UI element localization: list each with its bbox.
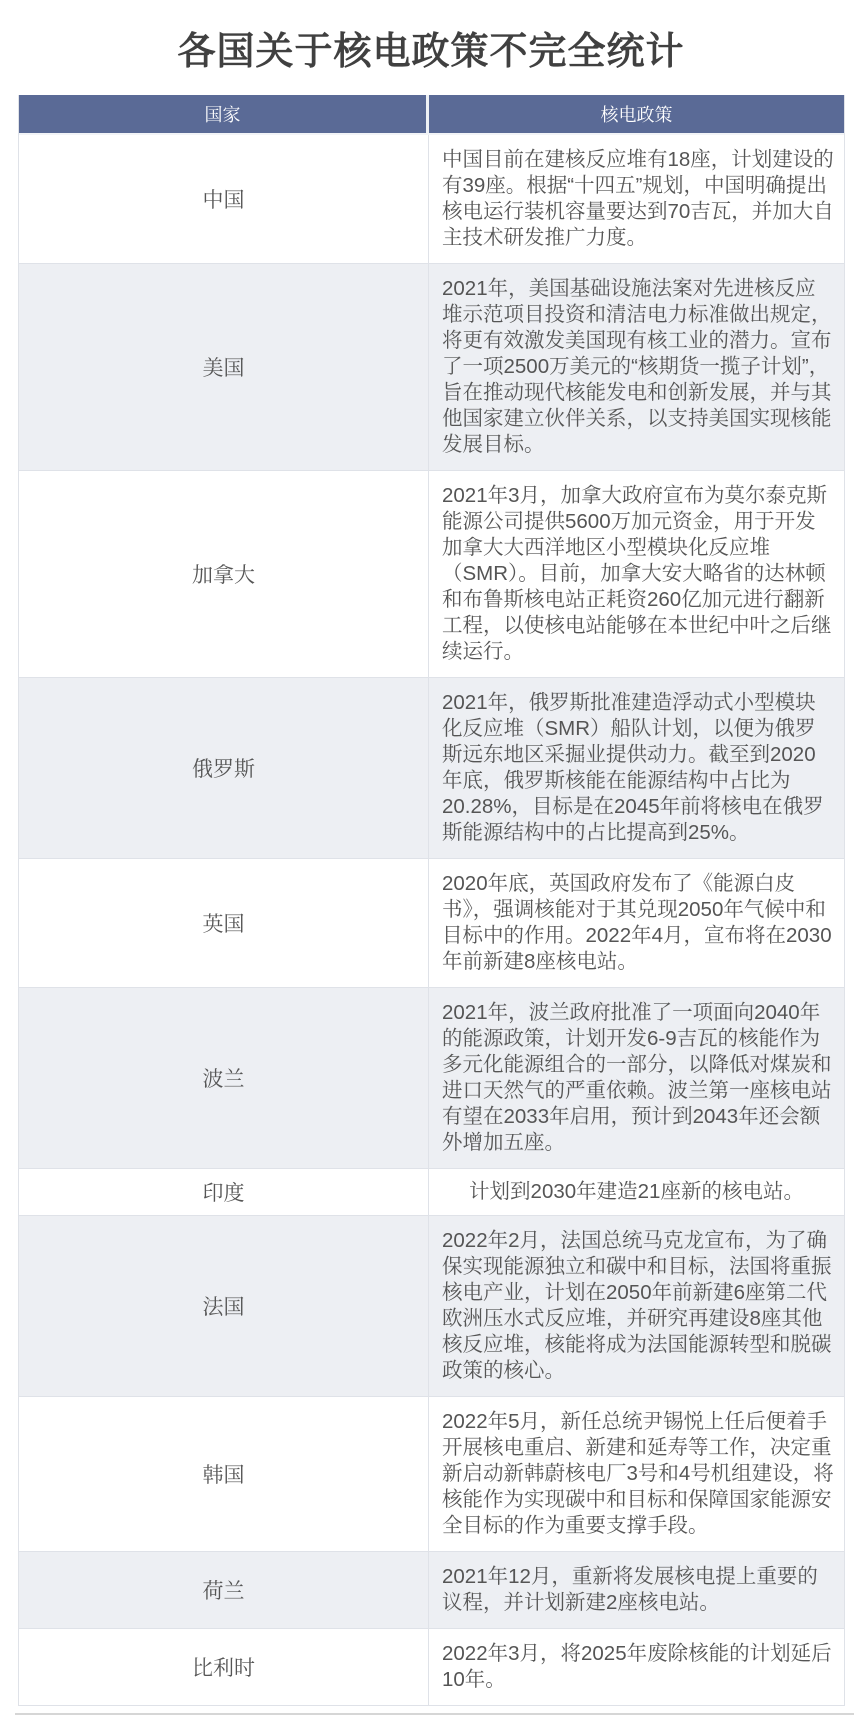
country-cell: 荷兰 bbox=[19, 1552, 429, 1628]
column-header-country: 国家 bbox=[19, 95, 429, 133]
bottom-divider bbox=[15, 1713, 854, 1715]
table-row bbox=[19, 1215, 844, 1396]
table-row bbox=[19, 263, 844, 470]
policy-cell: 2021年12月，重新将发展核电提上重要的议程，并计划新建2座核电站。 bbox=[442, 1565, 818, 1614]
table-row bbox=[19, 470, 844, 677]
country-cell: 英国 bbox=[19, 859, 429, 987]
country-cell: 比利时 bbox=[19, 1629, 429, 1705]
policy-cell: 中国目前在建核反应堆有18座，计划建设的有39座。根据“十四五”规划，中国明确提出核电运行装机容量要达到70吉瓦，并加大自主技术研发推广力度。 bbox=[442, 148, 834, 249]
policy-cell: 计划到2030年建造21座新的核电站。 bbox=[469, 1180, 804, 1203]
column-header-policy: 核电政策 bbox=[600, 105, 673, 125]
page-title: 各国关于核电政策不完全统计 bbox=[177, 31, 685, 73]
table-header-row bbox=[19, 95, 844, 133]
table-row bbox=[19, 987, 844, 1168]
country-cell: 中国 bbox=[19, 135, 429, 263]
table-row bbox=[19, 858, 844, 987]
table-row bbox=[19, 1396, 844, 1551]
table-row bbox=[19, 1551, 844, 1628]
table-row bbox=[19, 133, 844, 263]
nuclear-policy-table bbox=[18, 95, 845, 1706]
country-cell: 印度 bbox=[19, 1169, 429, 1215]
country-cell: 波兰 bbox=[19, 988, 429, 1168]
country-cell: 俄罗斯 bbox=[19, 678, 429, 858]
country-cell: 美国 bbox=[19, 264, 429, 470]
policy-cell: 2021年，俄罗斯批准建造浮动式小型模块化反应堆（SMR）船队计划，以便为俄罗斯远东地区采掘业提供动力。截至到2020年底，俄罗斯核能在能源结构中占比为20.28%，目标是在2045年前将核电在俄罗斯能源结构中的占比提高到25%。 bbox=[442, 691, 824, 844]
table-body bbox=[19, 133, 844, 1705]
policy-cell: 2021年，波兰政府批准了一项面向2040年的能源政策，计划开发6-9吉瓦的核能作为多元化能源组合的一部分，以降低对煤炭和进口天然气的严重依赖。波兰第一座核电站有望在2033年启用，预计到2043年还会额外增加五座。 bbox=[442, 1001, 832, 1154]
table-row bbox=[19, 1628, 844, 1705]
policy-cell: 2020年底，英国政府发布了《能源白皮书》，强调核能对于其兑现2050年气候中和目标中的作用。2022年4月，宣布将在2030年前新建8座核电站。 bbox=[442, 872, 832, 973]
country-cell: 韩国 bbox=[19, 1397, 429, 1551]
policy-cell: 2022年2月，法国总统马克龙宣布，为了确保实现能源独立和碳中和目标，法国将重振核电产业，计划在2050年前新建6座第二代欧洲压水式反应堆，并研究再建设8座其他核反应堆，核能将成为法国能源转型和脱碳政策的核心。 bbox=[442, 1229, 832, 1382]
table-row bbox=[19, 677, 844, 858]
policy-cell: 2022年5月，新任总统尹锡悦上任后便着手开展核电重启、新建和延寿等工作，决定重新启动新韩蔚核电厂3号和4号机组建设，将核能作为实现碳中和目标和保障国家能源安全目标的作为重要支撑手段。 bbox=[442, 1410, 834, 1537]
policy-cell: 2022年3月，将2025年废除核能的计划延后10年。 bbox=[442, 1642, 832, 1691]
policy-cell: 2021年3月，加拿大政府宣布为莫尔泰克斯能源公司提供5600万加元资金，用于开发加拿大大西洋地区小型模块化反应堆（SMR）。目前，加拿大安大略省的达林顿和布鲁斯核电站正耗资260亿加元进行翻新工程，以使核电站能够在本世纪中叶之后继续运行。 bbox=[442, 484, 832, 663]
table-row bbox=[19, 1168, 844, 1215]
country-cell: 法国 bbox=[19, 1216, 429, 1396]
policy-cell: 2021年，美国基础设施法案对先进核反应堆示范项目投资和清洁电力标准做出规定，将更有效激发美国现有核工业的潜力。宣布了一项2500万美元的“核期货一揽子计划”，旨在推动现代核能发电和创新发展，并与其他国家建立伙伴关系，以支持美国实现核能发展目标。 bbox=[442, 277, 832, 456]
country-cell: 加拿大 bbox=[19, 471, 429, 677]
